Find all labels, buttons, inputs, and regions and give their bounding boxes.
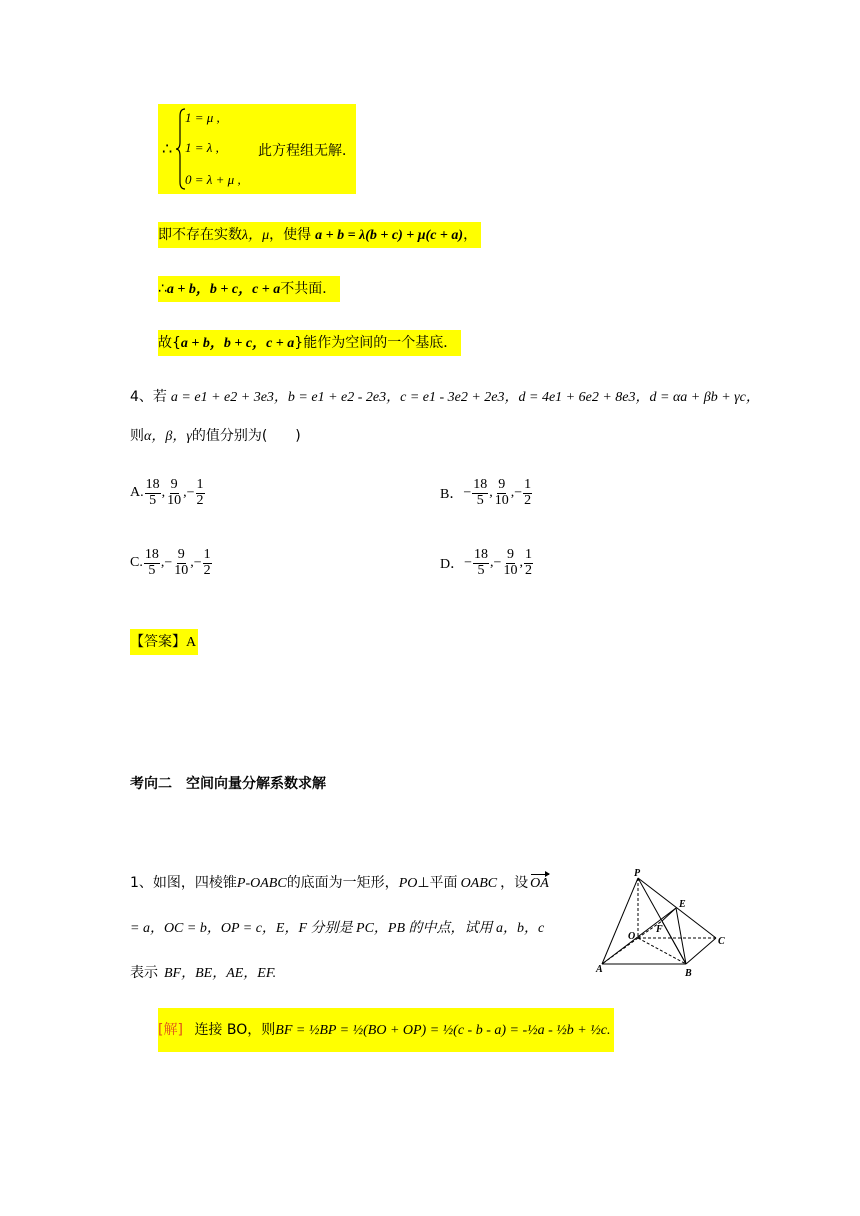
option-d[interactable]: D．− $\frac{18}{5}$ ,− $\frac{9}{10}$ , $\frac{1}{2}$ <box>440 547 532 578</box>
proof-line-4: 故{a + b，b + c，c + a}能作为空间的一个基底． <box>158 330 461 356</box>
fraction-alpha: $\frac{18}{5}$ <box>473 477 488 508</box>
fraction-beta: $\frac{9}{10}$ <box>167 477 182 508</box>
question-4-line-1: 4、若 a = e1 + e2 + 3e3，b = e1 + e2 - 2e3，c = e1 - 3e2 + 2e3，d = 4e1 + 6e2 + 8e3，d = αa + βb + γc， <box>130 389 760 405</box>
question-1-line-3: 表示 BF，BE，AE，EF. <box>130 965 277 981</box>
solution-equation: BF = ½BP = ½(BO + OP) = ½(c - b - a) = -½a - ½b + ½c. <box>275 1023 611 1038</box>
option-label: B． <box>440 487 464 503</box>
label-c: C <box>718 936 725 947</box>
label-p: P <box>634 868 641 879</box>
fraction-gamma: $\frac{1}{2}$ <box>524 477 532 508</box>
edge-bc <box>686 938 716 964</box>
fraction-beta: $\frac{9}{10}$ <box>174 547 189 578</box>
system-row-3: 0 = λ + μ , <box>185 172 241 187</box>
proof-line-2: 即不存在实数λ，μ，使得 a + b = λ(b + c) + μ(c + a)， <box>158 222 481 248</box>
answer-line: 【答案】A <box>130 629 198 655</box>
edge-pc <box>638 878 716 938</box>
option-label: A. <box>130 485 144 501</box>
solution-label: [解] <box>158 1022 183 1038</box>
fraction-alpha-sign: − <box>463 485 472 501</box>
label-f: F <box>656 924 663 935</box>
fraction-beta-sign: − <box>493 555 502 571</box>
option-a[interactable]: A. $\frac{18}{5}$ , $\frac{9}{10}$ ,− $\frac{1}{2}$ <box>130 477 204 508</box>
fraction-gamma: $\frac{1}{2}$ <box>524 547 532 578</box>
pyramid-figure <box>590 866 740 982</box>
no-solution-text: 此方程组无解． <box>258 143 356 159</box>
question-4-line-2: 则α，β，γ的值分别为( ) <box>130 428 301 444</box>
fraction-gamma: $\frac{1}{2}$ <box>203 547 211 578</box>
solution-line: [解] 连接 BO，则BF = ½BP = ½(BO + OP) = ½(c - b - a) = -½a - ½b + ½c. <box>158 1008 614 1052</box>
label-o: O <box>628 931 636 942</box>
fraction-gamma-sign: − <box>514 485 523 501</box>
question-1-line-2: = a，OC = b，OP = c，E，F 分别是 PC，PB 的中点，试用 a，b，c <box>130 921 545 936</box>
proof-line-3: ∴a + b，b + c，c + a不共面． <box>158 276 340 302</box>
answer-value: A <box>186 635 197 650</box>
option-label: C. <box>130 555 143 571</box>
label-a: A <box>596 964 603 975</box>
fraction-alpha: $\frac{18}{5}$ <box>145 477 160 508</box>
option-c[interactable]: C. $\frac{18}{5}$ ,− $\frac{9}{10}$ ,− $\frac{1}{2}$ <box>130 547 211 578</box>
fraction-beta-sign: − <box>164 555 173 571</box>
option-b[interactable]: B．− $\frac{18}{5}$ , $\frac{9}{10}$ ,− $\frac{1}{2}$ <box>440 477 532 508</box>
system-row-2: 1 = λ , <box>185 140 219 155</box>
label-b: B <box>685 968 692 979</box>
fraction-alpha: $\frac{18}{5}$ <box>144 547 159 578</box>
label-e: E <box>679 899 686 910</box>
fraction-beta: $\frac{9}{10}$ <box>503 547 518 578</box>
fraction-alpha-sign: − <box>464 555 473 571</box>
fraction-beta: $\frac{9}{10}$ <box>494 477 509 508</box>
system-row-1: 1 = μ , <box>185 110 220 125</box>
section-title: 考向二 空间向量分解系数求解 <box>130 776 326 792</box>
segment-fe <box>662 908 676 921</box>
fraction-gamma: $\frac{1}{2}$ <box>196 477 204 508</box>
fraction-gamma-sign: − <box>193 555 202 571</box>
fraction-gamma-sign: − <box>186 485 195 501</box>
equation-system <box>160 106 356 192</box>
therefore-symbol: ∴ <box>162 139 173 158</box>
vector-oa: OA <box>530 876 549 891</box>
fraction-alpha: $\frac{18}{5}$ <box>474 547 489 578</box>
question-1-line-1: 1、如图，四棱锥P-OABC的底面为一矩形，PO⊥平面 OABC ，设 OA <box>130 875 549 891</box>
option-label: D． <box>440 557 465 573</box>
